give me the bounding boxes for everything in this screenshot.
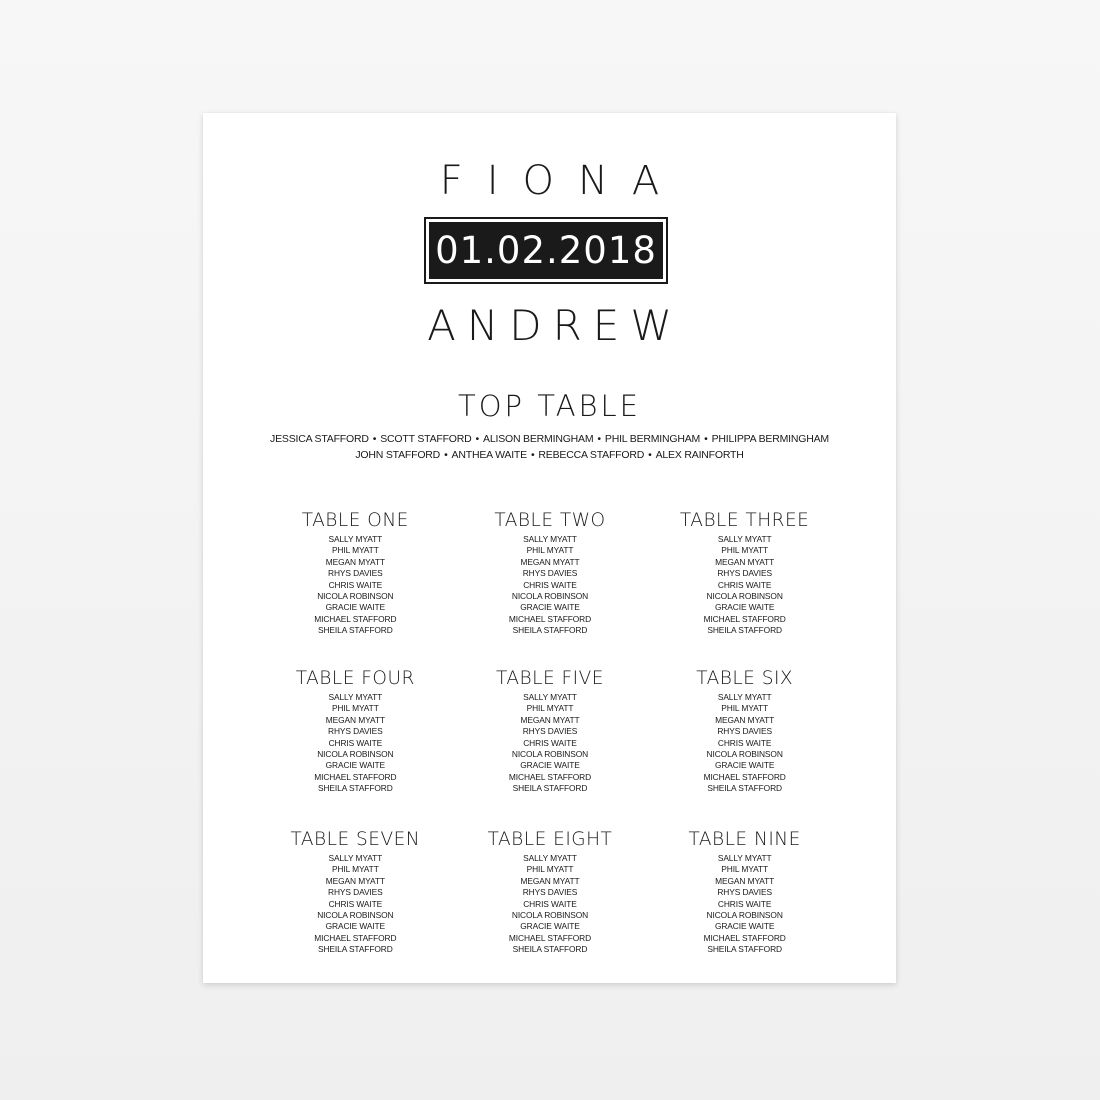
guest-name: RHYS DAVIES	[522, 726, 578, 737]
guest-name: SALLY MYATT	[717, 534, 772, 544]
table-title: TABLE NINE	[688, 829, 801, 850]
guest-name: SHEILA STAFFORD	[707, 783, 782, 794]
guest-name: SALLY MYATT	[328, 692, 383, 702]
date-frame	[424, 217, 668, 284]
guest-name: MEGAN MYATT	[520, 714, 580, 725]
guest-name: SHEILA STAFFORD	[512, 625, 588, 636]
guest-name: SHEILA STAFFORD	[317, 783, 393, 794]
guest-name: MICHAEL STAFFORD	[508, 932, 592, 943]
separator-dot: •	[530, 449, 535, 461]
guest-name: MEGAN MYATT	[520, 556, 580, 567]
guest-name: SALLY MYATT	[328, 853, 383, 863]
guest-name: GRACIE WAITE	[325, 921, 386, 932]
wedding-date: 01.02.2018	[429, 222, 663, 279]
table-block	[258, 667, 453, 828]
guest-name: RHYS DAVIES	[328, 568, 383, 579]
guest-name: CHRIS WAITE	[523, 737, 577, 748]
guest-name: RHYS DAVIES	[717, 726, 772, 737]
guest-name: GRACIE WAITE	[520, 602, 580, 613]
guest-name: GRACIE WAITE	[714, 602, 775, 613]
table-title: TABLE FOUR	[295, 668, 415, 689]
guest-name: SHEILA STAFFORD	[317, 944, 393, 955]
table-block	[258, 509, 453, 667]
top-table-guest: REBECCA STAFFORD	[538, 449, 645, 461]
table-block	[453, 667, 648, 828]
guest-name: CHRIS WAITE	[717, 898, 772, 909]
table-block	[453, 509, 648, 667]
guest-name: GRACIE WAITE	[325, 760, 386, 771]
guest-name: GRACIE WAITE	[714, 760, 775, 771]
table-title: TABLE ONE	[301, 510, 409, 531]
guest-name: MICHAEL STAFFORD	[703, 613, 786, 624]
guest-name: PHIL MYATT	[526, 545, 574, 556]
tables-grid	[258, 509, 842, 988]
guest-name: MICHAEL STAFFORD	[703, 771, 786, 782]
guest-name: NICOLA ROBINSON	[511, 749, 589, 760]
top-table-guest: JESSICA STAFFORD	[270, 433, 369, 445]
guest-name: RHYS DAVIES	[328, 726, 383, 737]
guest-name: MEGAN MYATT	[325, 556, 385, 567]
guest-name: MICHAEL STAFFORD	[508, 613, 592, 624]
guest-name: PHIL MYATT	[331, 864, 379, 875]
guest-name: SALLY MYATT	[717, 853, 772, 863]
guest-name: SHEILA STAFFORD	[707, 944, 782, 955]
guest-name: PHIL MYATT	[331, 545, 379, 556]
top-table-title: TOP TABLE	[457, 389, 642, 423]
top-table-guests-line-2	[243, 447, 856, 463]
guest-name: CHRIS WAITE	[328, 898, 383, 909]
top-table-guest: ALEX RAINFORTH	[655, 449, 744, 461]
seating-plan-card	[203, 113, 896, 983]
guest-name: GRACIE WAITE	[714, 921, 775, 932]
table-block	[647, 828, 842, 988]
guest-name: MEGAN MYATT	[715, 875, 775, 886]
top-table-guest: PHIL BERMINGHAM	[604, 433, 701, 445]
guest-name: NICOLA ROBINSON	[317, 591, 394, 602]
separator-dot: •	[372, 433, 377, 445]
guest-name: SHEILA STAFFORD	[512, 783, 588, 794]
guest-name: RHYS DAVIES	[717, 887, 772, 898]
guest-name: CHRIS WAITE	[523, 579, 577, 590]
guest-name: SHEILA STAFFORD	[512, 944, 588, 955]
guest-name: NICOLA ROBINSON	[511, 910, 589, 921]
guest-name: RHYS DAVIES	[717, 568, 772, 579]
guest-name: NICOLA ROBINSON	[317, 910, 394, 921]
table-title: TABLE EIGHT	[487, 829, 613, 850]
guest-name: CHRIS WAITE	[328, 737, 383, 748]
top-table-guests-line-1	[243, 431, 856, 447]
top-table-guest: ALISON BERMINGHAM	[483, 433, 594, 445]
guest-name: GRACIE WAITE	[325, 602, 386, 613]
guest-name: MEGAN MYATT	[325, 875, 385, 886]
guest-name: MEGAN MYATT	[715, 714, 775, 725]
guest-name: CHRIS WAITE	[717, 737, 772, 748]
guest-name: NICOLA ROBINSON	[706, 591, 783, 602]
guest-name: CHRIS WAITE	[523, 898, 577, 909]
bride-name: FIONA	[439, 158, 684, 204]
table-title: TABLE FIVE	[496, 668, 604, 689]
guest-name: MEGAN MYATT	[325, 714, 385, 725]
table-block	[647, 667, 842, 828]
guest-name: SALLY MYATT	[523, 534, 577, 544]
groom-name: ANDREW	[427, 301, 683, 350]
guest-name: PHIL MYATT	[526, 864, 574, 875]
guest-name: NICOLA ROBINSON	[317, 749, 394, 760]
guest-name: PHIL MYATT	[721, 703, 769, 714]
table-block	[647, 509, 842, 667]
separator-dot: •	[475, 433, 480, 445]
table-block	[453, 828, 648, 988]
separator-dot: •	[444, 449, 448, 461]
separator-dot: •	[597, 433, 601, 445]
guest-name: MICHAEL STAFFORD	[508, 771, 592, 782]
table-title: TABLE SEVEN	[290, 829, 421, 850]
top-table-guests	[243, 431, 856, 463]
top-table-guest: JOHN STAFFORD	[355, 449, 441, 461]
guest-name: MEGAN MYATT	[520, 875, 580, 886]
guest-name: RHYS DAVIES	[328, 887, 383, 898]
guest-name: SALLY MYATT	[523, 692, 577, 702]
guest-name: CHRIS WAITE	[328, 579, 383, 590]
top-table-guest: PHILIPPA BERMINGHAM	[711, 433, 829, 445]
table-title: TABLE SIX	[696, 668, 794, 689]
guest-name: MICHAEL STAFFORD	[314, 771, 397, 782]
guest-name: MEGAN MYATT	[715, 556, 775, 567]
guest-name: RHYS DAVIES	[522, 568, 578, 579]
guest-name: PHIL MYATT	[721, 545, 769, 556]
guest-name: PHIL MYATT	[721, 864, 769, 875]
guest-name: MICHAEL STAFFORD	[703, 932, 786, 943]
guest-name: SALLY MYATT	[328, 534, 383, 544]
guest-name: NICOLA ROBINSON	[706, 749, 783, 760]
guest-name: GRACIE WAITE	[520, 760, 580, 771]
guest-name: SHEILA STAFFORD	[707, 625, 782, 636]
guest-name: GRACIE WAITE	[520, 921, 580, 932]
guest-name: SALLY MYATT	[523, 853, 577, 863]
guest-name: MICHAEL STAFFORD	[314, 932, 397, 943]
guest-name: NICOLA ROBINSON	[511, 591, 589, 602]
guest-name: PHIL MYATT	[526, 703, 574, 714]
table-title: TABLE TWO	[494, 510, 606, 531]
table-block	[258, 828, 453, 988]
table-title: TABLE THREE	[679, 510, 810, 531]
top-table-guest: SCOTT STAFFORD	[380, 433, 472, 445]
top-table-guest: ANTHEA WAITE	[451, 449, 527, 461]
separator-dot: •	[648, 449, 652, 461]
guest-name: RHYS DAVIES	[522, 887, 578, 898]
guest-name: SHEILA STAFFORD	[317, 625, 393, 636]
guest-name: PHIL MYATT	[331, 703, 379, 714]
guest-name: NICOLA ROBINSON	[706, 910, 783, 921]
guest-name: CHRIS WAITE	[717, 579, 772, 590]
separator-dot: •	[704, 433, 708, 445]
guest-name: SALLY MYATT	[717, 692, 772, 702]
guest-name: MICHAEL STAFFORD	[314, 613, 397, 624]
